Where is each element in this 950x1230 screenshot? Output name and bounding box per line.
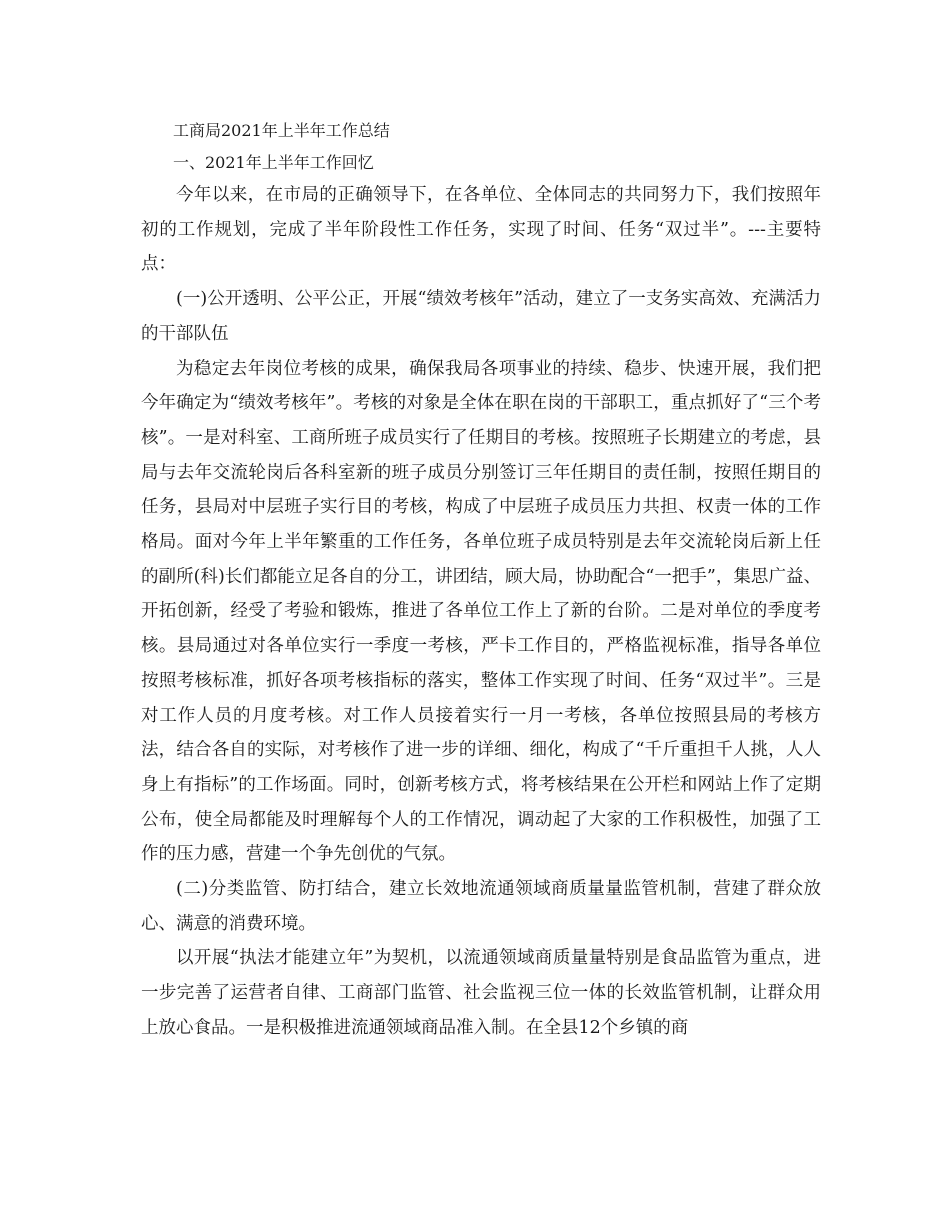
paragraph-quality-supervision: 以开展“执法才能建立年”为契机，以流通领域商质量量特别是食品监管为重点，进一步完善了运营者自律、工商部门监管、社会监视三位一体的长效监管机制，让群众用上放心食品。一是积极推进流通领域商品准入制。在全县12个乡镇的商 xyxy=(141,948,821,1038)
subheading-performance-review: (一)公开透明、公平公正，开展“绩效考核年”活动，建立了一支务实高效、充满活力的干部队伍 xyxy=(141,289,821,344)
paragraph-performance-review: 为稳定去年岗位考核的成果，确保我局各项事业的持续、稳步、快速开展，我们把今年确定为“绩效考核年”。考核的对象是全体在职在岗的干部职工，重点抓好了“三个考核”。一是对科室、工商所班子成员实行了任期目的考核。按照班子长期建立的考虑，县局与去年交流轮岗后各科室新的班子成员分别签订三年任期目的责任制，按照任期目的任务，县局对中层班子实行目的考核，构成了中层班子成员压力共担、权责一体的工作格局。面对今年上半年繁重的工作任务，各单位班子成员特别是去年交流轮岗后新上任的副所(科)长们都能立足各自的分工，讲团结，顾大局，协助配合“一把手”，集思广益、开拓创新，经受了考验和锻炼，推进了各单位工作上了新的台阶。二是对单位的季度考核。县局通过对各单位实行一季度一考核，严卡工作目的，严格监视标准，指导各单位按照考核标准，抓好各项考核指标的落实，整体工作实现了时间、任务“双过半”。三是对工作人员的月度考核。对工作人员接着实行一月一考核，各单位按照县局的考核方法，结合各自的实际，对考核作了进一步的详细、细化，构成了“千斤重担千人挑，人人身上有指标”的工作场面。同时，创新考核方式，将考核结果在公开栏和网站上作了定期公布，使全局都能及时理解每个人的工作情况，调动起了大家的工作积极性，加强了工作的压力感，营建一个争先创优的气氛。 xyxy=(141,358,821,865)
document-body xyxy=(141,115,821,1046)
section-heading: 一、2021年上半年工作回忆 xyxy=(173,152,374,172)
paragraph-intro: 今年以来，在市局的正确领导下，在各单位、全体同志的共同努力下，我们按照年初的工作规划，完成了半年阶段性工作任务，实现了时间、任务“双过半”。---主要特点： xyxy=(141,185,821,275)
document-title: 工商局2021年上半年工作总结 xyxy=(173,121,390,140)
subheading-quality-supervision: (二)分类监管、防打结合，建立长效地流通领域商质量量监管机制，营建了群众放心、满意的消费环境。 xyxy=(141,879,821,934)
